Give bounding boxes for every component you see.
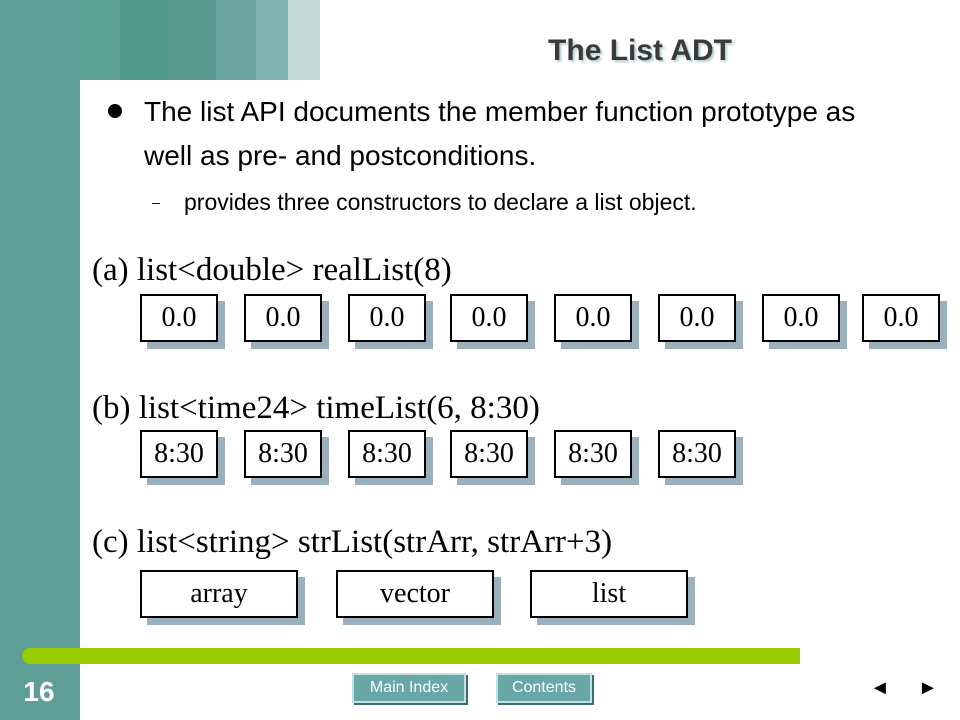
list-cell: array <box>140 570 298 618</box>
main-index-button[interactable]: Main Index <box>352 673 466 703</box>
bullet-icon <box>108 104 122 118</box>
list-cell: 0.0 <box>450 294 528 342</box>
slide-title: The List ADT <box>548 34 732 67</box>
next-arrow-icon[interactable]: ► <box>918 677 938 699</box>
list-cell: 8:30 <box>658 430 736 478</box>
contents-button[interactable]: Contents <box>496 673 592 703</box>
bullet-text: The list API documents the member function prototype as well as pre- and postconditions. <box>144 96 856 171</box>
list-cell: 0.0 <box>554 294 632 342</box>
declaration-a: (a) list<double> realList(8) <box>92 252 452 288</box>
dash-icon: – <box>152 194 160 210</box>
list-cell: 8:30 <box>140 430 218 478</box>
list-cell: list <box>530 570 688 618</box>
list-cell: 0.0 <box>862 294 940 342</box>
list-cell: vector <box>336 570 494 618</box>
accent-bar <box>22 648 800 664</box>
previous-arrow-icon[interactable]: ◄ <box>870 677 890 699</box>
list-cell: 8:30 <box>348 430 426 478</box>
list-cell: 0.0 <box>762 294 840 342</box>
declaration-b: (b) list<time24> timeList(6, 8:30) <box>92 390 540 426</box>
list-cell: 0.0 <box>348 294 426 342</box>
list-cell: 0.0 <box>658 294 736 342</box>
list-cell: 0.0 <box>244 294 322 342</box>
list-cell: 8:30 <box>244 430 322 478</box>
list-cell: 8:30 <box>450 430 528 478</box>
sub-bullet-text: provides three constructors to declare a list object. <box>184 189 697 215</box>
left-band <box>0 0 80 720</box>
list-cell: 0.0 <box>140 294 218 342</box>
list-cell: 8:30 <box>554 430 632 478</box>
page-number: 16 <box>23 676 55 707</box>
declaration-c: (c) list<string> strList(strArr, strArr+3) <box>92 524 613 560</box>
